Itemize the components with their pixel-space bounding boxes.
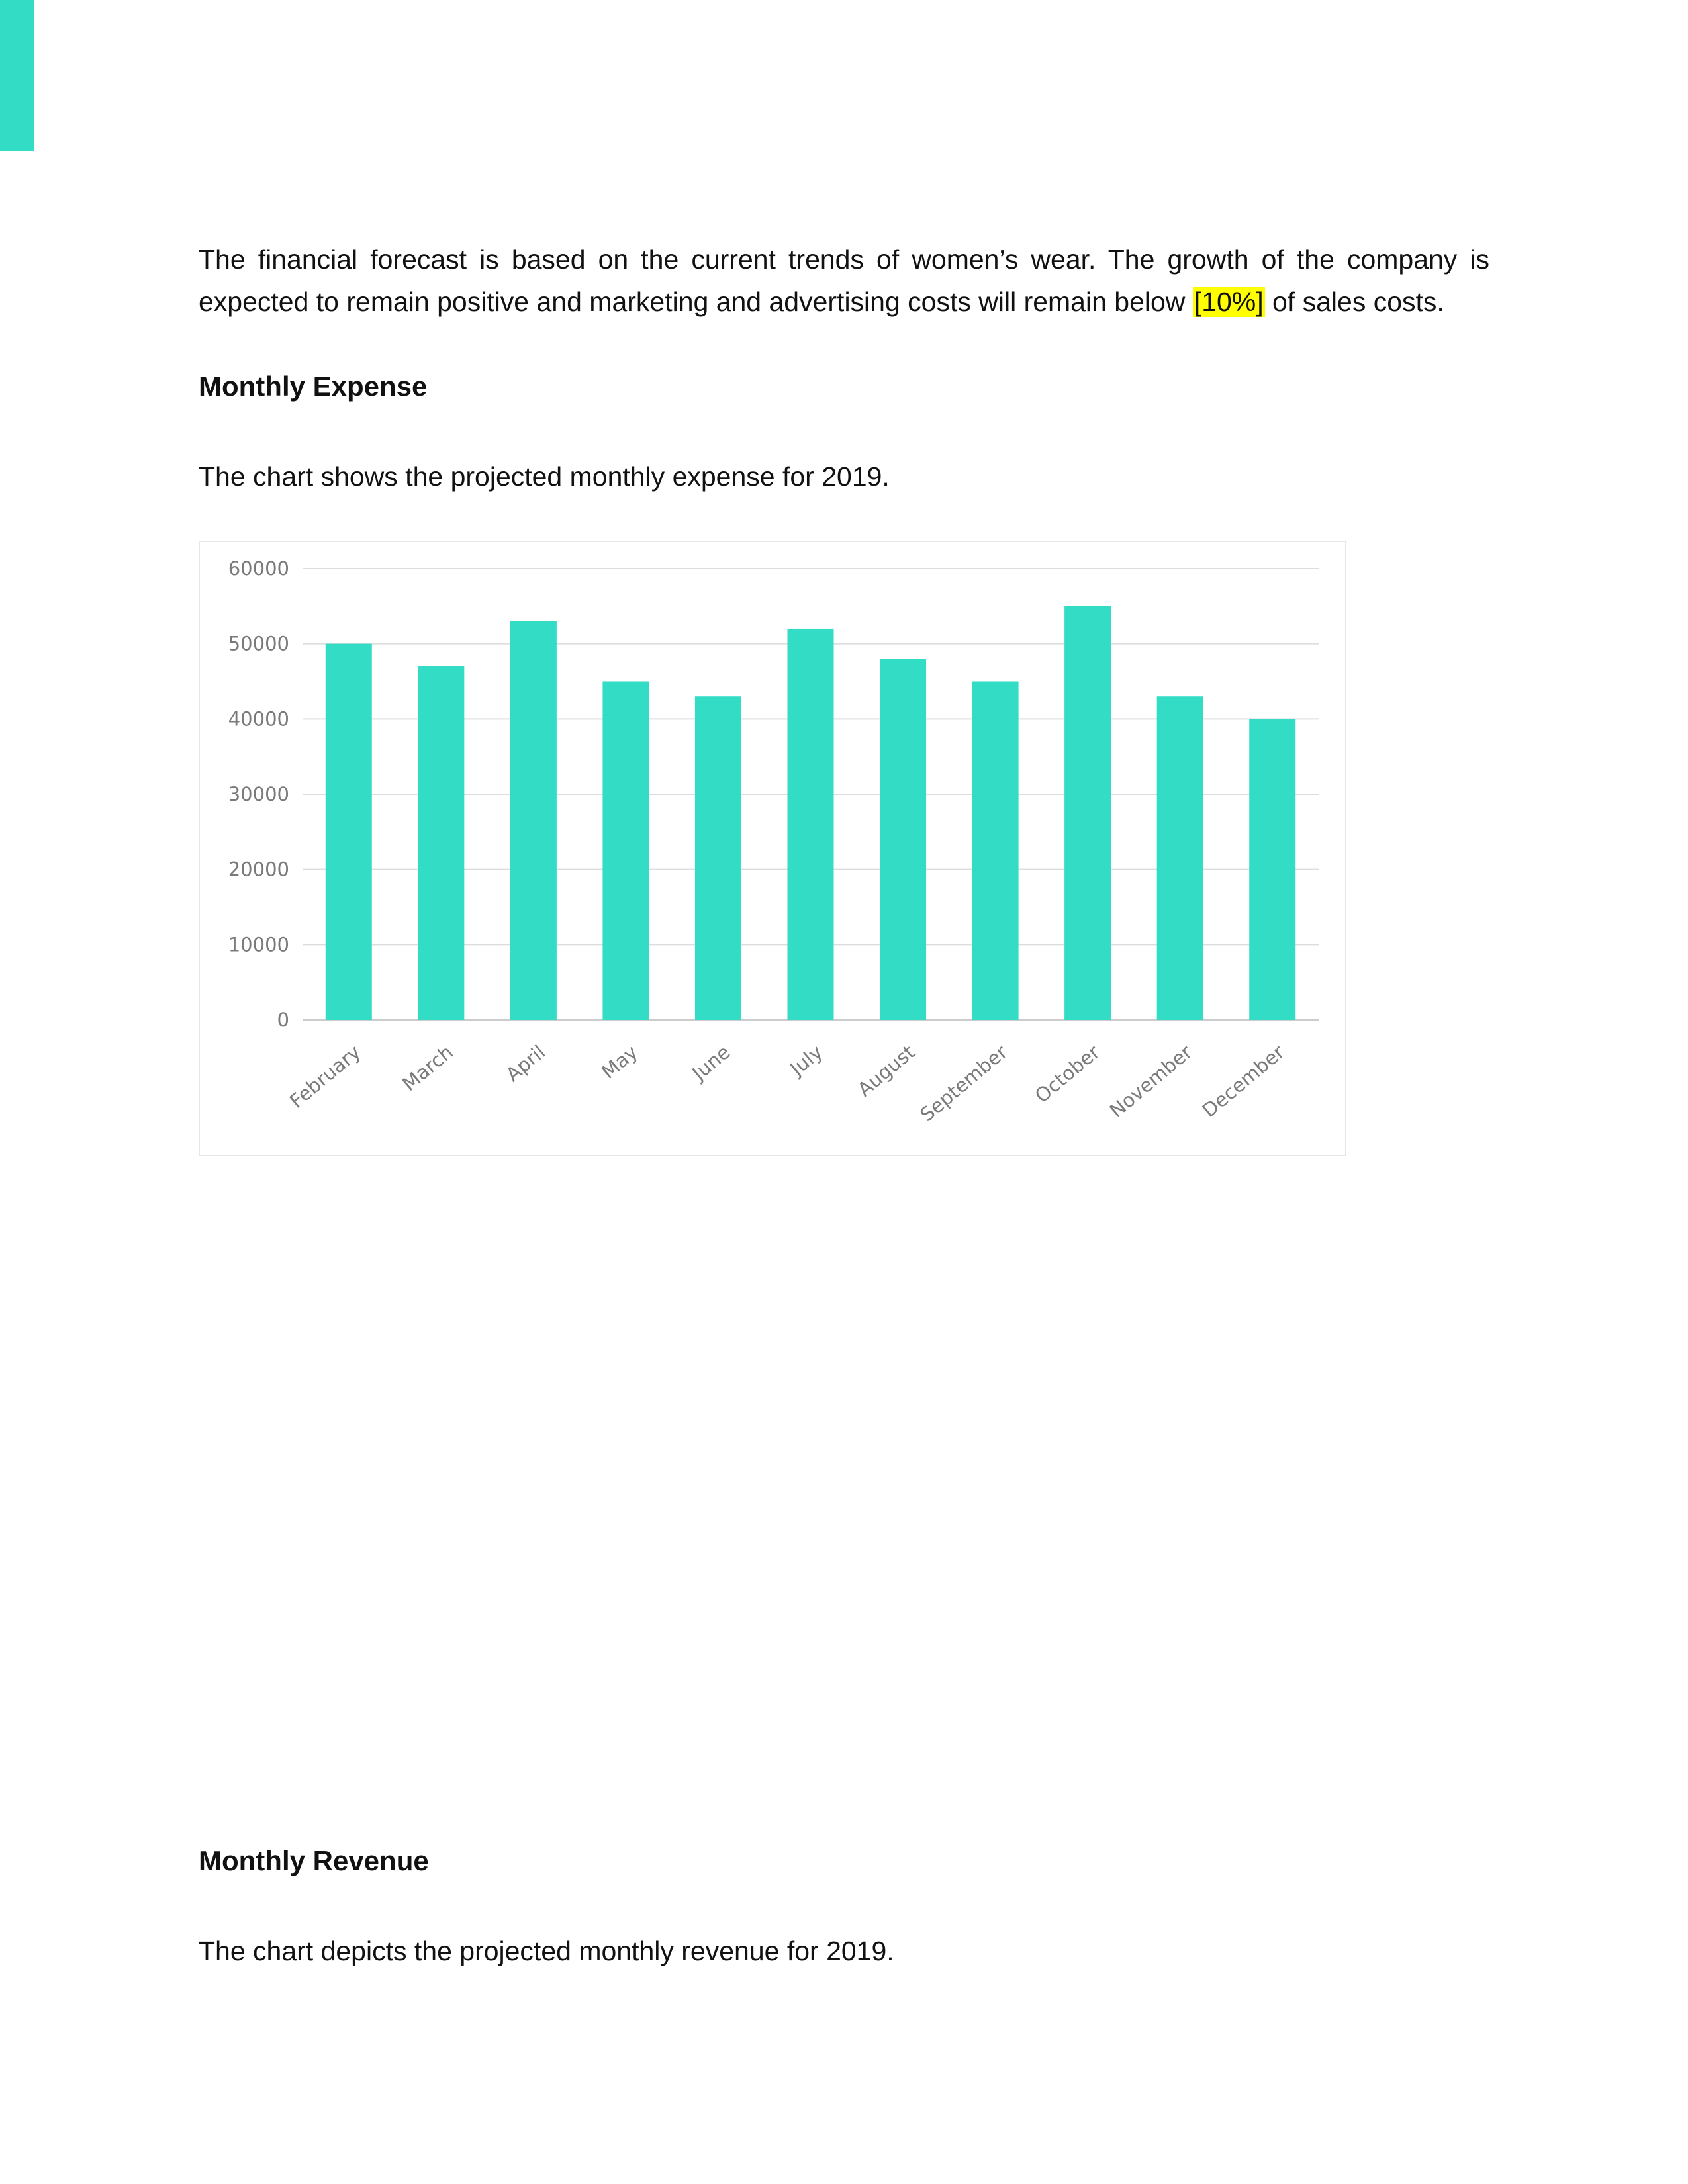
revenue-caption: The chart depicts the projected monthly revenue for 2019.: [199, 1936, 894, 1966]
y-tick-label: 0: [277, 1009, 289, 1031]
bar-june: [695, 696, 741, 1020]
y-tick-label: 10000: [228, 933, 289, 956]
bar-july: [788, 629, 834, 1020]
bar-march: [418, 666, 464, 1020]
y-tick-label: 40000: [228, 707, 289, 731]
bar-december: [1249, 719, 1295, 1020]
bar-october: [1064, 606, 1111, 1020]
x-tick-label: September: [915, 1040, 1012, 1126]
x-tick-label: June: [688, 1040, 735, 1085]
x-tick-label: December: [1197, 1040, 1289, 1122]
expense-chart: [199, 541, 1346, 1156]
highlighted-percentage: [10%]: [1194, 287, 1264, 317]
expense-chart-svg: [200, 542, 1345, 1155]
intro-line-2: [199, 281, 1489, 323]
bar-february: [326, 644, 372, 1020]
y-tick-label: 30000: [228, 783, 289, 805]
x-tick-label: July: [786, 1040, 827, 1080]
intro-line-1-text: The financial forecast is based on the current trends of women’s wear. The growth of the company is: [199, 244, 1489, 275]
intro-line-2-before: expected to remain positive and marketing and advertising costs will remain below: [199, 287, 1193, 317]
bar-may: [602, 682, 649, 1021]
bar-november: [1157, 696, 1203, 1020]
intro-line-2-after: of sales costs.: [1264, 287, 1444, 317]
bar-april: [510, 621, 557, 1020]
intro-line-1: [199, 238, 1489, 281]
y-tick-label: 60000: [228, 557, 289, 580]
x-tick-label: October: [1030, 1040, 1104, 1107]
x-tick-label: March: [398, 1040, 457, 1096]
revenue-heading: Monthly Revenue: [199, 1845, 429, 1876]
x-tick-label: August: [853, 1040, 919, 1101]
x-tick-label: November: [1105, 1040, 1197, 1122]
accent-tab: [0, 0, 34, 151]
bar-september: [972, 682, 1019, 1021]
expense-caption: The chart shows the projected monthly expense for 2019.: [199, 461, 890, 492]
x-tick-label: April: [501, 1040, 550, 1086]
y-tick-label: 20000: [228, 858, 289, 881]
y-tick-label: 50000: [228, 632, 289, 655]
x-tick-label: May: [597, 1040, 642, 1083]
bar-august: [880, 659, 926, 1020]
x-tick-label: February: [285, 1040, 365, 1113]
expense-heading: Monthly Expense: [199, 371, 428, 402]
